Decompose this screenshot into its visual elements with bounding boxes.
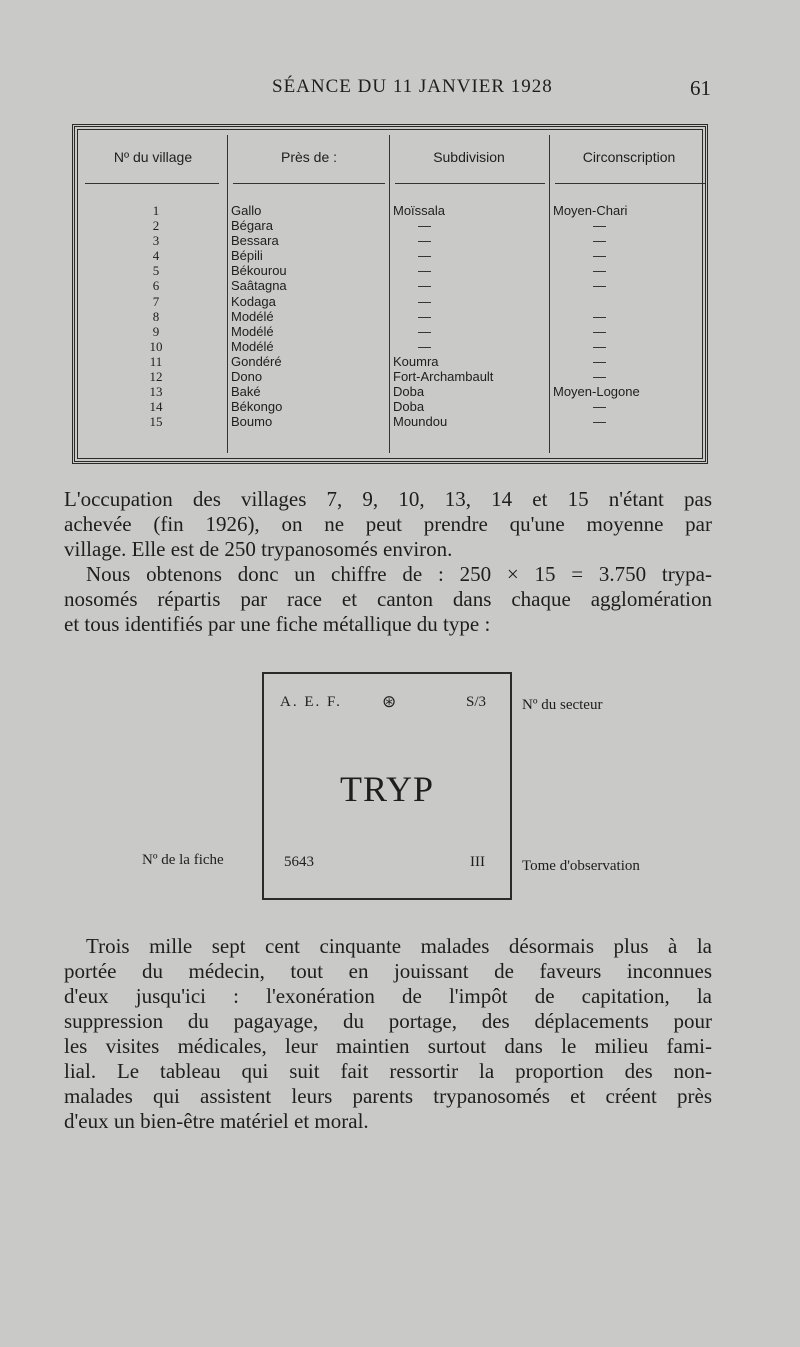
card-main-text: TRYP (339, 769, 435, 809)
text-line: lial. Le tableau qui suit fait ressortir la proportion des non- (64, 1059, 712, 1083)
text-line: Trois mille sept cent cinquante malades désormais plus à la (86, 934, 712, 958)
subdivision-column (393, 203, 543, 429)
circonscription-cell: — (593, 353, 606, 369)
pres-de-cell: Kodaga (231, 293, 276, 309)
paragraph-occupation (64, 487, 712, 562)
circonscription-cell: — (593, 338, 606, 354)
column-header-village-number: Nº du village (113, 149, 193, 165)
text-line: les visites médicales, leur maintien surtout dans le milieu fami- (64, 1034, 712, 1058)
village-number-cell: 15 (149, 414, 163, 430)
column-divider (549, 135, 550, 453)
pres-de-cell: Gondéré (231, 353, 282, 369)
text-line: L'occupation des villages 7, 9, 10, 13, 14 et 15 n'étant pas (64, 487, 712, 511)
villages-table (72, 124, 708, 464)
village-number-cell: 7 (152, 293, 160, 309)
village-number-cell: 11 (149, 353, 163, 369)
emblem-icon: ⊛ (382, 692, 397, 711)
pres-de-cell: Saâtagna (231, 278, 287, 294)
text-line: Nous obtenons donc un chiffre de : 250 × 15 = 3.750 trypa- (86, 562, 712, 586)
text-line: malades qui assistent leurs parents trypanosomés et créent près (64, 1084, 712, 1108)
circonscription-cell: — (593, 323, 606, 339)
subdivision-cell: Fort-Archambault (393, 369, 494, 385)
pres-de-cell: Bépili (231, 248, 263, 264)
village-number-cell: 3 (152, 233, 160, 249)
pres-de-cell: Gallo (231, 203, 262, 218)
subdivision-cell: Koumra (393, 353, 439, 369)
header-rule (85, 183, 219, 184)
subdivision-cell: — (418, 308, 431, 324)
text-line: portée du médecin, tout en jouissant de faveurs inconnues (64, 959, 712, 983)
circonscription-cell: Moyen-Logone (553, 384, 640, 400)
text-line: d'eux un bien-être matériel et moral. (64, 1109, 369, 1133)
pres-de-column (231, 203, 391, 429)
text-line: d'eux jusqu'ici : l'exonération de l'impôt de capitation, la (64, 984, 712, 1008)
pres-de-cell: Modélé (231, 308, 274, 324)
pres-de-cell: Bessara (231, 233, 279, 249)
text-line: achevée (fin 1926), on ne peut prendre qu'une moyenne par (64, 512, 712, 536)
circonscription-cell: — (593, 308, 606, 324)
circonscription-cell: Moyen-Chari (553, 203, 628, 218)
village-number-cell: 8 (152, 308, 160, 324)
header-rule (555, 183, 705, 184)
circonscription-cell: — (593, 263, 606, 279)
subdivision-cell: Doba (393, 399, 425, 415)
card-tome-number: III (470, 854, 485, 870)
label-tome: Tome d'observation (522, 858, 640, 874)
subdivision-cell: — (418, 323, 431, 339)
header-rule (395, 183, 545, 184)
subdivision-cell: Doba (393, 384, 425, 400)
circonscription-cell: — (593, 233, 606, 249)
circonscription-column (553, 203, 703, 429)
village-number-cell: 5 (152, 263, 160, 279)
column-header-subdivision: Subdivision (433, 149, 505, 165)
paragraph-chiffre (64, 562, 712, 637)
pres-de-cell: Boumo (231, 414, 273, 430)
subdivision-cell: — (418, 248, 431, 264)
circonscription-cell: — (593, 399, 606, 415)
pres-de-cell: Békourou (231, 263, 287, 279)
village-number-cell: 10 (149, 338, 163, 354)
village-number-cell: 1 (152, 203, 160, 218)
text-line: nosomés répartis par race et canton dans chaque agglomération (64, 587, 712, 611)
label-sector: Nº du secteur (522, 697, 603, 713)
village-number-cell: 4 (152, 248, 160, 264)
circonscription-cell: — (593, 248, 606, 264)
pres-de-cell: Baké (231, 384, 261, 400)
pres-de-cell: Bégara (231, 218, 273, 234)
running-title: SÉANCE DU 11 JANVIER 1928 (272, 76, 553, 97)
village-number-cell: 12 (149, 369, 163, 385)
village-number-cell: 13 (149, 384, 163, 400)
subdivision-cell: — (418, 338, 431, 354)
circonscription-cell: — (593, 218, 606, 234)
text-line: village. Elle est de 250 trypanosomés environ. (64, 537, 453, 561)
village-number-cell: 2 (152, 218, 160, 234)
subdivision-cell: — (418, 263, 431, 279)
village-number-column (111, 203, 201, 429)
subdivision-cell: — (418, 233, 431, 249)
pres-de-cell: Modélé (231, 338, 274, 354)
pres-de-cell: Dono (231, 369, 263, 385)
subdivision-cell: — (418, 218, 431, 234)
village-number-cell: 6 (152, 278, 160, 294)
subdivision-cell: — (418, 293, 431, 309)
pres-de-cell: Békongo (231, 399, 283, 415)
circonscription-cell: — (593, 369, 606, 385)
column-header-circonscription: Circonscription (582, 149, 676, 165)
village-number-cell: 14 (149, 399, 163, 415)
column-divider (227, 135, 228, 453)
subdivision-cell: — (418, 278, 431, 294)
page-number: 61 (690, 76, 711, 100)
paragraph-malades (64, 934, 712, 1134)
circonscription-cell: — (593, 278, 606, 294)
text-line: suppression du pagayage, du portage, des déplacements pour (64, 1009, 712, 1033)
pres-de-cell: Modélé (231, 323, 274, 339)
circonscription-cell (553, 294, 703, 309)
page-header (0, 76, 800, 106)
subdivision-cell: Moïssala (393, 203, 446, 218)
card-fiche-number: 5643 (284, 854, 314, 870)
label-fiche: Nº de la fiche (142, 852, 224, 868)
column-header-pres-de: Près de : (280, 149, 338, 165)
card-sector-code: S/3 (466, 694, 487, 710)
metal-fiche-card (262, 672, 512, 900)
subdivision-cell: Moundou (393, 414, 448, 430)
header-rule (233, 183, 385, 184)
card-aef-label: A. E. F. (280, 694, 342, 710)
text-line: et tous identifiés par une fiche métallique du type : (64, 612, 491, 636)
village-number-cell: 9 (152, 323, 160, 339)
circonscription-cell: — (593, 414, 606, 430)
